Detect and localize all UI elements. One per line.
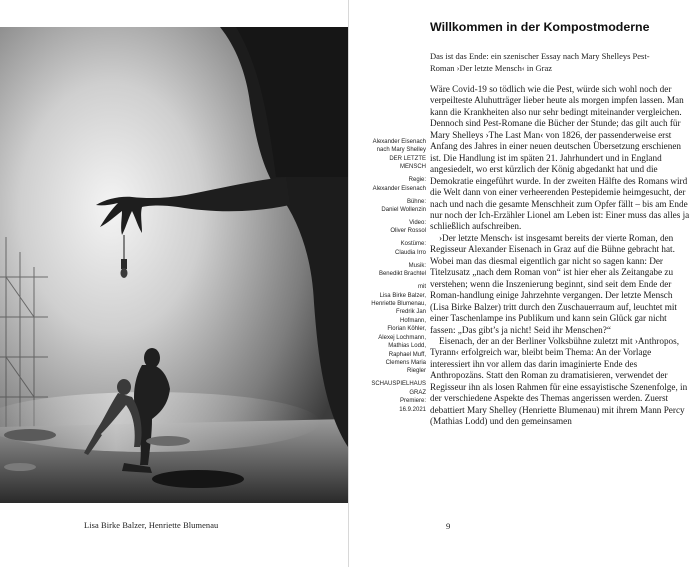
article-paragraph: Eisenach, der an der Berliner Volksbühne zuletzt mit ›Anthropos, Tyrann‹ erfolgreich war, bleibt beim Thema: An der Vorlage interessiert ihn vor allem das darin imaginierte Ende des Anthropozäns. Statt den Roman zu dramatisieren, verwendet der Regisseur ihn als losen Rahmen für eine essayistische Szenenfolge, in der verschiedene Aspekte des Themas angerissen werden. Zuerst debattiert Mary Shelley (Henriette Blumenau) mit ihrem Mann Percy (Mathias Lodd) und den gemeinsamen xyxy=(430,335,688,427)
credit-line: Fredrik Jan xyxy=(395,309,426,316)
credit-line: Hofmann, xyxy=(399,317,426,324)
credit-line: Video: xyxy=(409,220,426,227)
credit-line: Riegler xyxy=(406,368,426,375)
credit-line: Lisa Birke Balzer, xyxy=(379,292,426,299)
credit-line: Alexander Eisenach xyxy=(372,185,426,192)
credit-line: Clemens Maria xyxy=(385,359,426,366)
credits-video xyxy=(353,219,426,236)
credits-stage xyxy=(353,198,426,215)
credits-costumes xyxy=(353,240,426,257)
article-subtitle: Das ist das Ende: ein szenischer Essay nach Mary Shelleys Pest-Roman ›Der letzte Mensch‹ in Graz xyxy=(430,51,650,73)
article-body xyxy=(430,84,692,428)
credit-line: Mathias Lodd, xyxy=(388,343,426,350)
credit-line: Daniel Wollenzin xyxy=(381,207,426,214)
credit-line: nach Mary Shelley xyxy=(376,147,426,154)
credit-line: Alexej Lochmann, xyxy=(378,334,426,341)
credit-line: Claudia Irro xyxy=(394,249,426,256)
stage-photo-illustration xyxy=(0,27,348,503)
credit-line: DER LETZTE xyxy=(389,155,426,162)
page-number: 9 xyxy=(446,521,451,531)
credit-line: Bühne: xyxy=(406,198,426,205)
credit-line: Raphael Muff, xyxy=(388,351,426,358)
credit-line: Kostüme: xyxy=(400,241,426,248)
credit-line: Alexander Eisenach xyxy=(372,139,426,145)
article-paragraph: ›Der letzte Mensch‹ ist insgesamt bereits der vierte Roman, den Regisseur Alexander Eisenach in Graz auf die Bühne gebracht hat. Wobei man das diesmal eigentlich gar nicht so sagen kann: Der Titelzusatz „nach dem Roman von“ ist hier eher als Zeitangabe zu verstehen; wenn die Inszenierung beginnt, sind seit dem Ende der Roman-handlung einige Jahrzehnte vergangen. Der letzte Mensch (Lisa Birke Balzer) tritt durch den Zuschauerraum auf, leuchtet mit einer Taschenlampe ins Publikum und kann sein Glück gar nicht fassen: „Das gibt’s ja nicht! Seid ihr Menschen?“ xyxy=(430,232,677,335)
credit-line: Benedikt Brachtel xyxy=(378,271,426,278)
article-title: Willkommen in der Kompostmoderne xyxy=(430,20,650,34)
credit-line: Premiere: xyxy=(399,398,426,405)
credit-line: Henriette Blumenau, xyxy=(371,301,426,308)
credits-production xyxy=(353,138,426,172)
credits-music xyxy=(353,262,426,279)
credit-line: SCHAUSPIELHAUS xyxy=(371,381,426,388)
credit-line: Musik: xyxy=(408,262,426,269)
article-paragraph: Wäre Covid-19 so tödlich wie die Pest, würde sich wohl noch der verpeilteste Aluhutträger lieber heute als morgen impfen lassen. Man kann die Krankheiten also nur sehr bedingt miteinander vergleichen. Dennoch sind Pest-Romane die Bücher der Stunde; das gilt auch für Mary Shelleys ›The Last Man‹ von 1826, der passenderweise erst Anfang des Jahres in einer neuen deutschen Übersetzung erschienen ist. Die Handlung ist im späten 21. Jahrhundert und in England angesiedelt, wo erst kürzlich der König abgedankt hat und die Demokratie eingeführt wurde. In der zweiten Hälfte des Romans wird die Welt dann von einer verheerenden Pestepidemie heimgesucht, der nach und nach die gesamte Menschheit zum Opfer fällt – bis am Ende nur noch der Ich-Erzähler Lionel am Leben ist: Einer muss das alles ja schließlich aufschreiben. xyxy=(430,84,690,232)
credit-line: 16.9.2021 xyxy=(399,406,426,413)
stage-photo xyxy=(0,27,348,503)
photo-caption: Lisa Birke Balzer, Henriette Blumenau xyxy=(84,521,219,530)
credits-venue xyxy=(353,380,426,414)
page-gutter xyxy=(348,0,349,567)
credit-line: MENSCH xyxy=(399,164,426,171)
credit-line: Oliver Rossol xyxy=(390,228,426,235)
credit-line: Regie: xyxy=(408,177,426,184)
credit-line: mit xyxy=(418,284,426,291)
credit-line: GRAZ xyxy=(409,389,426,396)
credit-line: Florian Köhler, xyxy=(387,326,426,333)
production-credits xyxy=(353,138,426,419)
credits-cast xyxy=(353,283,426,375)
credits-direction xyxy=(353,176,426,193)
